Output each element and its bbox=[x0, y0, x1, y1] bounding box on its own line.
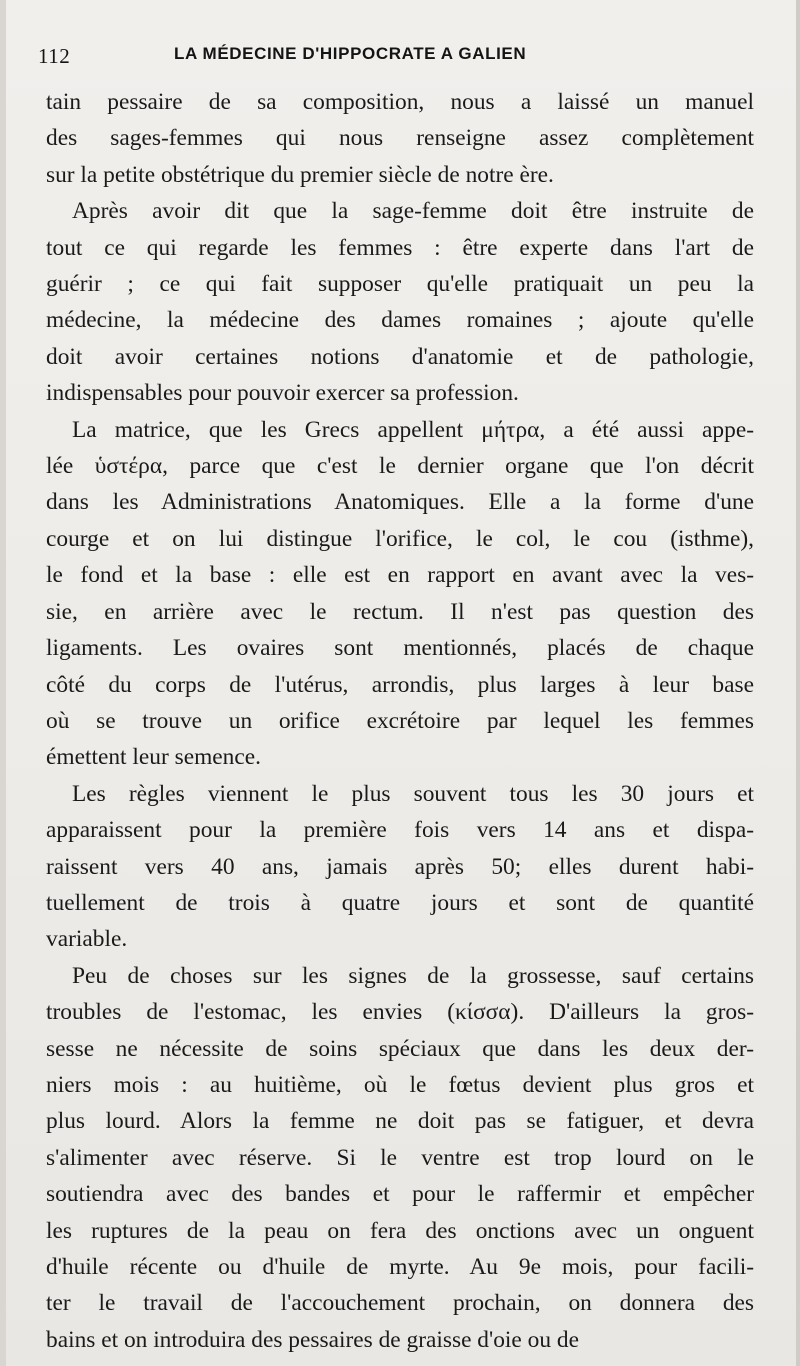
text-line: les ruptures de la peau on fera des onctions avec un onguent bbox=[46, 1217, 754, 1244]
paragraph bbox=[46, 776, 754, 958]
text-line: côté du corps de l'utérus, arrondis, plus larges à leur base bbox=[46, 671, 754, 698]
text-line: s'alimenter avec réserve. Si le ventre est trop lourd on le bbox=[46, 1144, 754, 1171]
text-line: émettent leur semence. bbox=[46, 744, 261, 771]
text-line: sur la petite obstétrique du premier siècle de notre ère. bbox=[46, 161, 554, 188]
page-edge-right bbox=[796, 0, 800, 1366]
text-line: La matrice, que les Grecs appellent μήτρα, a été aussi appe- bbox=[72, 416, 754, 443]
text-line: des sages-femmes qui nous renseigne assez complètement bbox=[46, 125, 754, 152]
text-line: où se trouve un orifice excrétoire par lequel les femmes bbox=[46, 707, 754, 734]
text-line: Les règles viennent le plus souvent tous les 30 jours et bbox=[72, 780, 754, 807]
text-line: Peu de choses sur les signes de la grossesse, sauf certains bbox=[72, 962, 754, 989]
text-line: tuellement de trois à quatre jours et sont de quantité bbox=[46, 889, 754, 916]
page-header bbox=[38, 38, 778, 72]
text-line: troubles de l'estomac, les envies (κίσσα). D'ailleurs la gros- bbox=[46, 999, 754, 1026]
text-line: tain pessaire de sa composition, nous a laissé un manuel bbox=[46, 89, 754, 115]
text-line: guérir ; ce qui fait supposer qu'elle pratiquait un peu la bbox=[46, 271, 754, 298]
page-number: 112 bbox=[38, 44, 71, 68]
paragraph bbox=[46, 958, 754, 1358]
text-line: indispensables pour pouvoir exercer sa profession. bbox=[46, 380, 519, 407]
text-line: variable. bbox=[46, 926, 128, 953]
text-line: Après avoir dit que la sage-femme doit être instruite de bbox=[72, 198, 754, 225]
text-line: bains et on introduira des pessaires de graisse d'oie ou de bbox=[46, 1326, 579, 1353]
text-line: plus lourd. Alors la femme ne doit pas se fatiguer, et devra bbox=[46, 1108, 754, 1135]
text-line: raissent vers 40 ans, jamais après 50; elles durent habi- bbox=[46, 853, 754, 880]
text-line: le fond et la base : elle est en rapport en avant avec la ves- bbox=[46, 562, 754, 589]
text-line: tout ce qui regarde les femmes : être experte dans l'art de bbox=[46, 234, 754, 261]
text-line: apparaissent pour la première fois vers 14 ans et dispa- bbox=[46, 817, 754, 844]
text-line: ligaments. Les ovaires sont mentionnés, placés de chaque bbox=[46, 635, 754, 662]
running-title: LA MÉDECINE D'HIPPOCRATE A GALIEN bbox=[174, 44, 527, 63]
text-line: d'huile récente ou d'huile de myrte. Au 9e mois, pour facili- bbox=[46, 1254, 754, 1280]
text-line: doit avoir certaines notions d'anatomie et de pathologie, bbox=[46, 343, 754, 370]
text-line: médecine, la médecine des dames romaines ; ajoute qu'elle bbox=[46, 307, 754, 334]
page-edge-left bbox=[0, 0, 6, 1366]
text-line: ter le travail de l'accouchement prochain, on donnera des bbox=[46, 1290, 754, 1317]
paragraph bbox=[46, 193, 754, 411]
text-line: soutiendra avec des bandes et pour le raffermir et empêcher bbox=[46, 1181, 754, 1208]
text-line: niers mois : au huitième, où le fœtus devient plus gros et bbox=[46, 1071, 754, 1098]
text-line: lée ὑστέρα, parce que c'est le dernier organe que l'on décrit bbox=[46, 453, 754, 480]
text-line: dans les Administrations Anatomiques. Elle a la forme d'une bbox=[46, 489, 754, 516]
paragraph bbox=[46, 412, 754, 776]
body-text bbox=[46, 84, 754, 1358]
paragraph bbox=[46, 84, 754, 193]
text-line: courge et on lui distingue l'orifice, le col, le cou (isthme), bbox=[46, 525, 754, 552]
text-line: sie, en arrière avec le rectum. Il n'est pas question des bbox=[46, 598, 754, 625]
text-line: sesse ne nécessite de soins spéciaux que dans les deux der- bbox=[46, 1035, 754, 1062]
